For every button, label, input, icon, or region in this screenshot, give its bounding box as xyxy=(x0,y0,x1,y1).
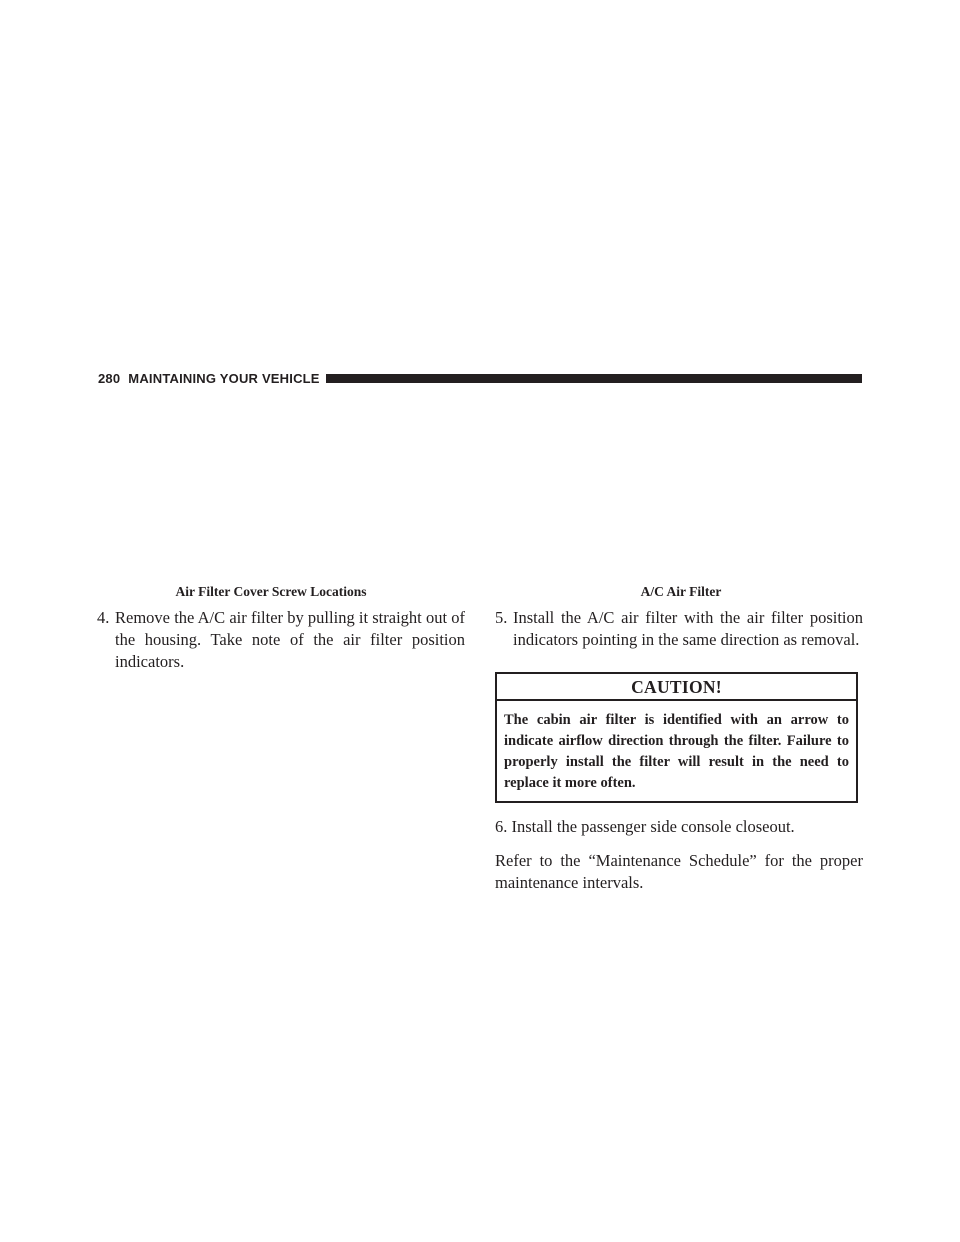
figure-caption-ac-air-filter: A/C Air Filter xyxy=(640,584,722,599)
section-title: MAINTAINING YOUR VEHICLE xyxy=(128,370,320,386)
caution-box xyxy=(495,672,858,803)
left-column xyxy=(97,583,465,673)
step-4 xyxy=(97,607,465,673)
step-text: Remove the A/C air filter by pulling it straight out of the housing. Take note of the air filter position indicators. xyxy=(115,608,465,671)
page-number: 280 xyxy=(98,370,121,386)
header-rule xyxy=(326,374,862,383)
step-number: 5. xyxy=(495,608,508,627)
right-column xyxy=(495,583,863,894)
page-header xyxy=(98,368,862,388)
caution-text: The cabin air filter is identified with an arrow to indicate airflow direction through the filter. Failure to properly install the filter will result in the need to replace it more often. xyxy=(504,712,849,791)
step-5 xyxy=(495,607,863,651)
step-number: 4. xyxy=(97,608,110,627)
caution-title: CAUTION! xyxy=(497,674,856,701)
figure-caption-screw-locations: Air Filter Cover Screw Locations xyxy=(175,584,367,599)
maintenance-reference: Refer to the “Maintenance Schedule” for the proper maintenance intervals. xyxy=(495,851,863,892)
step-6: 6. Install the passenger side console closeout. xyxy=(495,817,795,836)
step-text: Install the A/C air filter with the air filter position indicators pointing in the same direction as removal. xyxy=(513,608,863,649)
